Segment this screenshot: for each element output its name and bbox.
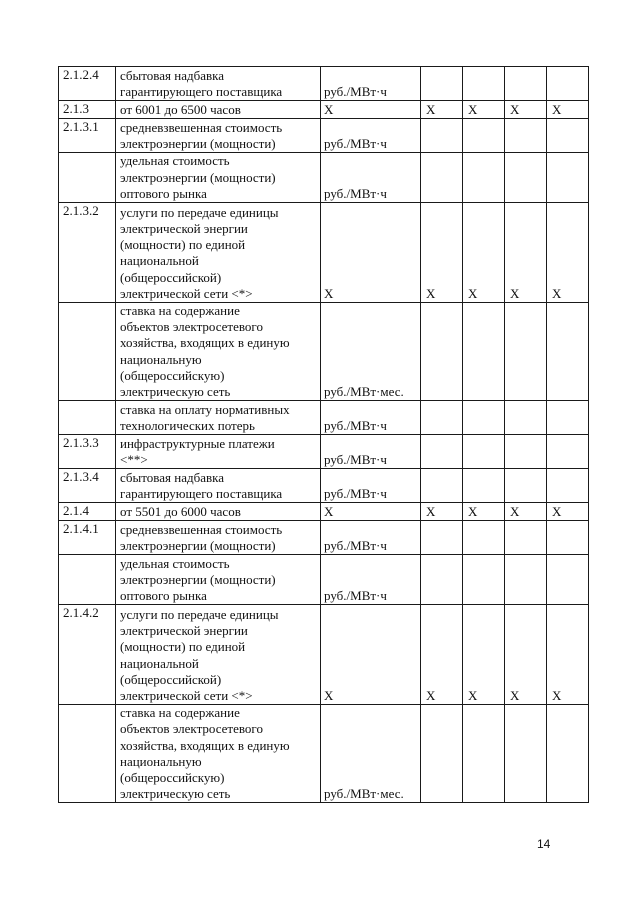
row-number: 2.1.3.3	[59, 435, 116, 469]
row-number: 2.1.3.4	[59, 469, 116, 503]
value-cell: X	[421, 605, 463, 705]
row-description: услуги по передаче единицы электрической энергии (мощности) по единой национальной (общероссийской) электрической сети <*>	[116, 203, 321, 303]
value-cell: X	[505, 101, 547, 119]
value-cell	[505, 521, 547, 555]
row-unit: руб./МВт·ч	[321, 469, 421, 503]
page-number: 14	[537, 837, 551, 851]
table-row	[59, 401, 589, 435]
tariff-table	[58, 66, 589, 803]
row-unit: руб./МВт·ч	[321, 119, 421, 153]
row-description: сбытовая надбавка гарантирующего поставщика	[116, 67, 321, 101]
row-description: ставка на содержание объектов электросетевого хозяйства, входящих в единую национальную (общероссийскую) электрическую сеть	[116, 303, 321, 401]
row-unit: руб./МВт·ч	[321, 555, 421, 605]
table-row	[59, 303, 589, 401]
value-cell	[421, 153, 463, 203]
row-description: от 5501 до 6000 часов	[116, 503, 321, 521]
value-cell: X	[463, 101, 505, 119]
value-cell: X	[505, 605, 547, 705]
value-cell	[505, 469, 547, 503]
value-cell	[547, 521, 589, 555]
value-cell	[463, 469, 505, 503]
table-row	[59, 503, 589, 521]
table-row	[59, 101, 589, 119]
row-unit: руб./МВт·ч	[321, 435, 421, 469]
row-description: средневзвешенная стоимость электроэнергии (мощности)	[116, 521, 321, 555]
value-cell	[547, 303, 589, 401]
table-row	[59, 119, 589, 153]
value-cell: X	[547, 503, 589, 521]
row-number: 2.1.4	[59, 503, 116, 521]
row-unit: руб./МВт·ч	[321, 67, 421, 101]
row-unit: X	[321, 203, 421, 303]
value-cell	[463, 401, 505, 435]
row-unit: X	[321, 503, 421, 521]
value-cell	[505, 303, 547, 401]
value-cell	[505, 119, 547, 153]
table-row	[59, 203, 589, 303]
row-unit: руб./МВт·ч	[321, 521, 421, 555]
value-cell	[505, 555, 547, 605]
value-cell	[463, 67, 505, 101]
value-cell	[547, 469, 589, 503]
row-description: удельная стоимость электроэнергии (мощности) оптового рынка	[116, 153, 321, 203]
value-cell	[463, 303, 505, 401]
value-cell	[421, 521, 463, 555]
table-row	[59, 153, 589, 203]
table-row	[59, 555, 589, 605]
value-cell	[421, 705, 463, 803]
row-number	[59, 705, 116, 803]
value-cell	[463, 705, 505, 803]
value-cell: X	[463, 503, 505, 521]
value-cell	[547, 555, 589, 605]
value-cell	[463, 555, 505, 605]
row-unit: руб./МВт·ч	[321, 153, 421, 203]
table-row	[59, 521, 589, 555]
value-cell	[421, 119, 463, 153]
row-description: средневзвешенная стоимость электроэнергии (мощности)	[116, 119, 321, 153]
row-description: инфраструктурные платежи <**>	[116, 435, 321, 469]
value-cell	[421, 401, 463, 435]
row-unit: X	[321, 101, 421, 119]
value-cell: X	[421, 101, 463, 119]
row-number: 2.1.2.4	[59, 67, 116, 101]
value-cell	[463, 521, 505, 555]
value-cell	[463, 153, 505, 203]
value-cell	[463, 435, 505, 469]
row-description: сбытовая надбавка гарантирующего поставщика	[116, 469, 321, 503]
table-row	[59, 705, 589, 803]
row-description: услуги по передаче единицы электрической энергии (мощности) по единой национальной (общероссийской) электрической сети <*>	[116, 605, 321, 705]
value-cell	[421, 435, 463, 469]
value-cell: X	[463, 605, 505, 705]
row-number: 2.1.3.1	[59, 119, 116, 153]
value-cell	[421, 303, 463, 401]
row-number	[59, 555, 116, 605]
value-cell: X	[547, 605, 589, 705]
value-cell: X	[421, 503, 463, 521]
value-cell: X	[421, 203, 463, 303]
value-cell	[547, 153, 589, 203]
value-cell	[547, 401, 589, 435]
value-cell	[547, 67, 589, 101]
row-description: от 6001 до 6500 часов	[116, 101, 321, 119]
value-cell: X	[463, 203, 505, 303]
value-cell: X	[547, 101, 589, 119]
value-cell	[421, 67, 463, 101]
value-cell: X	[505, 503, 547, 521]
value-cell	[547, 435, 589, 469]
row-number	[59, 153, 116, 203]
row-unit: руб./МВт·ч	[321, 401, 421, 435]
row-number	[59, 303, 116, 401]
value-cell	[505, 67, 547, 101]
value-cell	[547, 705, 589, 803]
value-cell: X	[505, 203, 547, 303]
table-body	[59, 67, 589, 803]
table-row	[59, 469, 589, 503]
row-number: 2.1.4.1	[59, 521, 116, 555]
row-unit: X	[321, 605, 421, 705]
row-number	[59, 401, 116, 435]
row-unit: руб./МВт·мес.	[321, 303, 421, 401]
table-row	[59, 67, 589, 101]
value-cell	[505, 705, 547, 803]
table-row	[59, 435, 589, 469]
row-description: ставка на содержание объектов электросетевого хозяйства, входящих в единую национальную (общероссийскую) электрическую сеть	[116, 705, 321, 803]
value-cell	[505, 435, 547, 469]
row-description: ставка на оплату нормативных технологических потерь	[116, 401, 321, 435]
value-cell	[547, 119, 589, 153]
row-description: удельная стоимость электроэнергии (мощности) оптового рынка	[116, 555, 321, 605]
value-cell	[463, 119, 505, 153]
row-unit: руб./МВт·мес.	[321, 705, 421, 803]
value-cell	[421, 555, 463, 605]
table-row	[59, 605, 589, 705]
value-cell	[421, 469, 463, 503]
value-cell: X	[547, 203, 589, 303]
value-cell	[505, 153, 547, 203]
row-number: 2.1.4.2	[59, 605, 116, 705]
row-number: 2.1.3.2	[59, 203, 116, 303]
row-number: 2.1.3	[59, 101, 116, 119]
value-cell	[505, 401, 547, 435]
